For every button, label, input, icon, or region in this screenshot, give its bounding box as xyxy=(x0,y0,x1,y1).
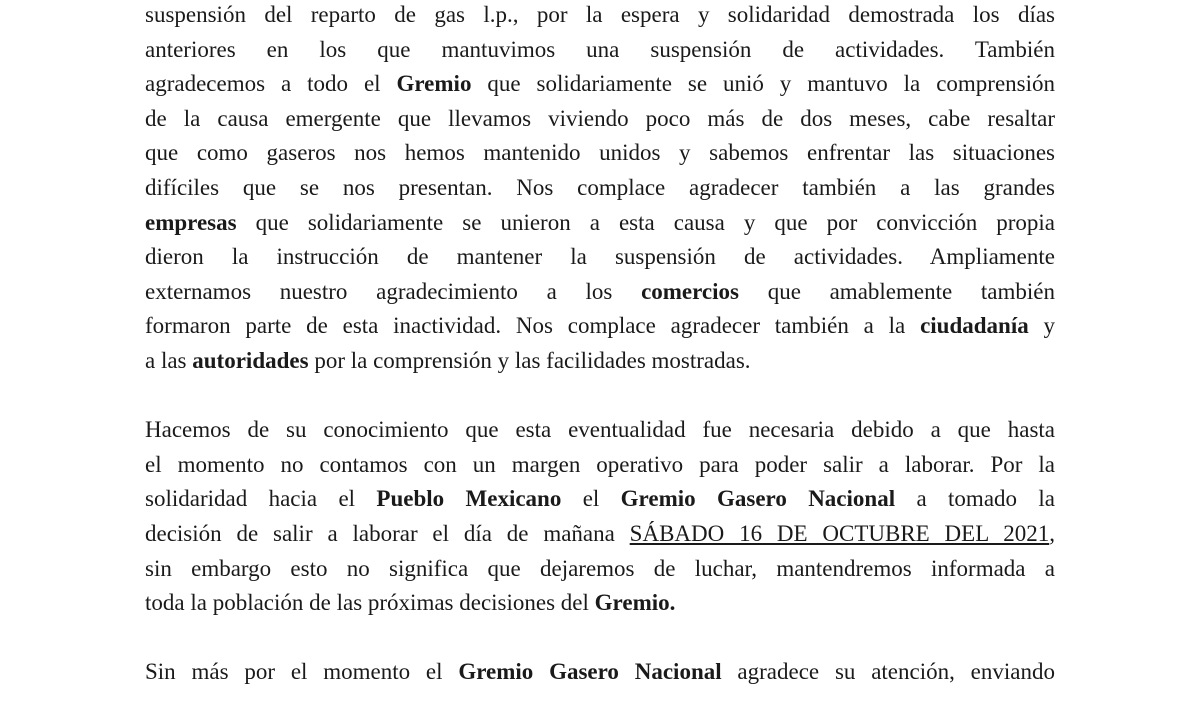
paragraph xyxy=(145,0,1055,379)
text-segment: formaron parte de esta inactividad. Nos complace agradecer también a la xyxy=(145,313,921,339)
text-line xyxy=(145,240,1055,275)
bold-text: autoridades xyxy=(192,347,309,373)
text-segment: a las xyxy=(145,347,193,373)
text-segment: que amablemente también xyxy=(738,278,1055,304)
text-segment: suspensión del reparto de gas l.p., por la espera y solidaridad demostrada los días xyxy=(145,2,1055,27)
text-line xyxy=(145,67,1055,102)
text-segment: externamos nuestro agradecimiento a los xyxy=(145,278,642,304)
text-line xyxy=(145,33,1055,68)
text-segment: dieron la instrucción de mantener la suspensión de actividades. Ampliamente xyxy=(145,244,1055,270)
text-segment: decisión de salir a laborar el día de mañana xyxy=(145,520,630,546)
bold-text: Gremio. xyxy=(594,590,676,616)
text-segment: que solidariamente se unieron a esta causa y que por convicción propia xyxy=(236,209,1055,235)
bold-text: empresas xyxy=(145,209,237,235)
text-segment: que solidariamente se unió y mantuvo la comprensión xyxy=(471,71,1055,97)
text-segment: agradece su atención, enviando xyxy=(721,659,1055,685)
text-segment: y xyxy=(1028,313,1056,339)
underlined-text: SÁBADO 16 DE OCTUBRE DEL 2021 xyxy=(629,520,1050,546)
text-segment: de la causa emergente que llevamos viviendo poco más de dos meses, cabe resaltar xyxy=(145,105,1055,131)
text-segment: el momento no contamos con un margen operativo para poder salir a laborar. Por la xyxy=(145,451,1055,477)
text-line xyxy=(145,655,1055,690)
bold-text: comercios xyxy=(641,278,739,304)
paragraph xyxy=(145,413,1055,621)
paragraph xyxy=(145,655,1055,690)
text-segment: , xyxy=(1049,520,1055,546)
text-line xyxy=(145,0,1055,33)
text-line xyxy=(145,344,1055,379)
text-segment: por la comprensión y las facilidades mostradas. xyxy=(308,347,751,373)
text-segment: sin embargo esto no significa que dejaremos de luchar, mantendremos informada a xyxy=(145,555,1055,581)
bold-text: Pueblo Mexicano xyxy=(376,486,562,512)
text-segment: el xyxy=(561,486,621,512)
text-segment: difíciles que se nos presentan. Nos complace agradecer también a las grandes xyxy=(145,174,1055,200)
text-line xyxy=(145,206,1055,241)
text-segment: toda la población de las próximas decisiones del xyxy=(145,590,595,616)
text-line xyxy=(145,482,1055,517)
text-line xyxy=(145,309,1055,344)
text-segment: agradecemos a todo el xyxy=(145,71,397,97)
text-segment: solidaridad hacia el xyxy=(145,486,377,512)
text-segment: Sin más por el momento el xyxy=(145,659,459,685)
bold-text: Gremio Gasero Nacional xyxy=(620,486,896,512)
text-line xyxy=(145,517,1055,552)
text-line xyxy=(145,413,1055,448)
bold-text: ciudadanía xyxy=(920,313,1029,339)
text-line xyxy=(145,275,1055,310)
bold-text: Gremio xyxy=(396,71,472,97)
text-segment: Hacemos de su conocimiento que esta eventualidad fue necesaria debido a que hasta xyxy=(145,417,1055,443)
text-line xyxy=(145,171,1055,206)
document-body xyxy=(145,0,1055,724)
text-line xyxy=(145,102,1055,137)
bold-text: Gremio Gasero Nacional xyxy=(458,659,722,685)
text-line xyxy=(145,136,1055,171)
text-segment: a tomado la xyxy=(895,486,1055,512)
text-segment: que como gaseros nos hemos mantenido unidos y sabemos enfrentar las situaciones xyxy=(145,140,1055,166)
text-line xyxy=(145,552,1055,587)
text-line xyxy=(145,448,1055,483)
text-segment: anteriores en los que mantuvimos una suspensión de actividades. También xyxy=(145,36,1055,62)
text-line xyxy=(145,586,1055,621)
